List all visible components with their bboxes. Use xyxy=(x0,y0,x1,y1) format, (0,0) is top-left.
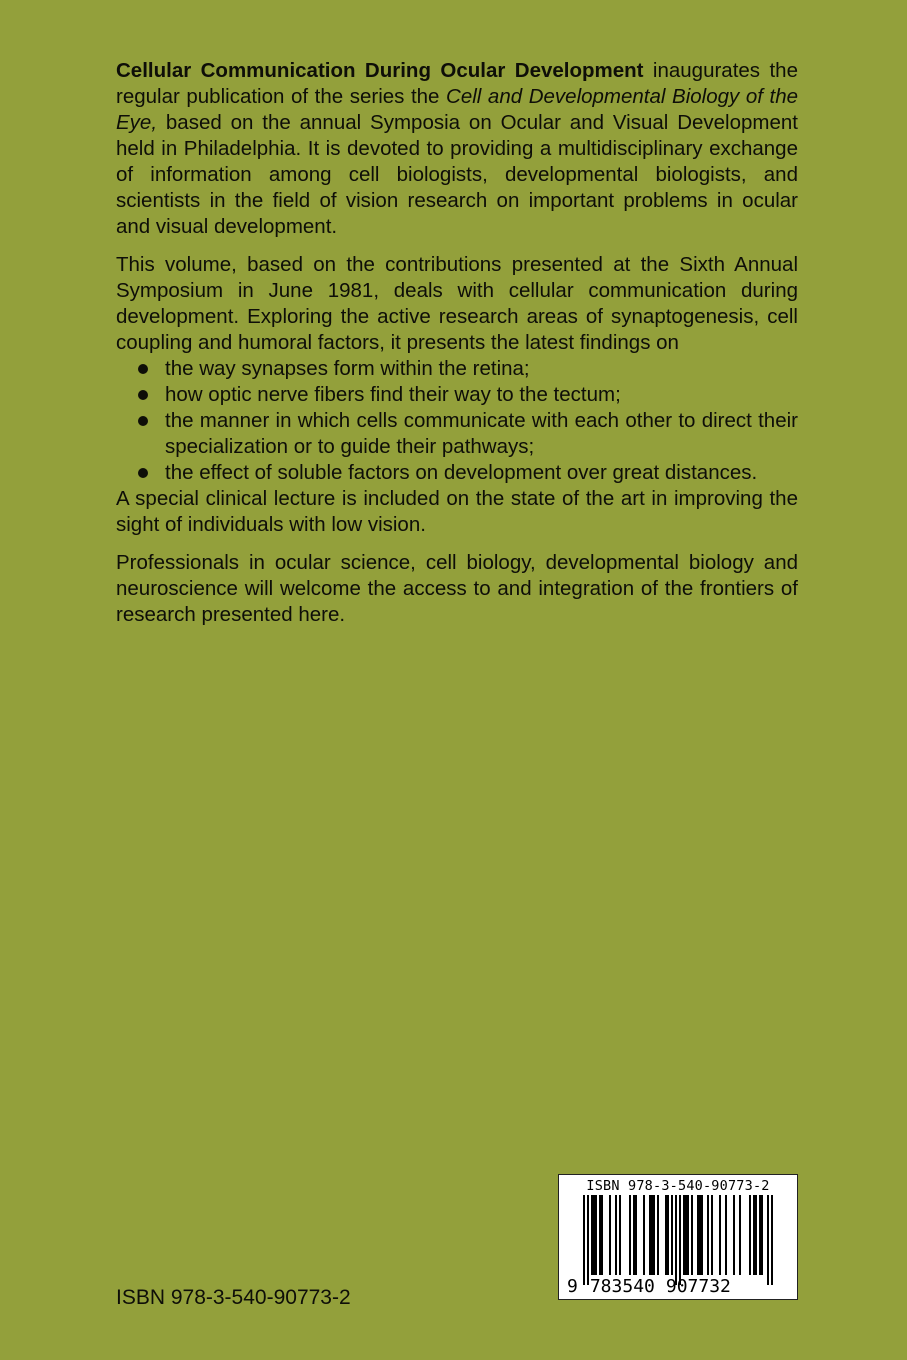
barcode-bar xyxy=(739,1195,741,1275)
back-cover-blurb xyxy=(116,58,798,640)
volume-paragraph: This volume, based on the contributions presented at the Sixth Annual Symposium in June 1981, deals with cellular communication during development. Exploring the active research areas of synaptogenesis, cell coupling and humoral factors, it presents the latest findings on xyxy=(116,253,798,354)
barcode-bar xyxy=(675,1195,677,1285)
barcode-bar xyxy=(643,1195,645,1275)
isbn-label: ISBN 978-3-540-90773-2 xyxy=(116,1286,351,1309)
barcode-bar xyxy=(761,1195,763,1275)
barcode-bar xyxy=(707,1195,709,1275)
series-title: Cell and Developmental Biology of the Eye, xyxy=(116,85,798,134)
barcode-bar xyxy=(629,1195,631,1275)
audience-paragraph: Professionals in ocular science, cell biology, developmental biology and neuroscience will welcome the access to and integration of the frontiers of research presented here. xyxy=(116,551,798,626)
list-item xyxy=(138,356,798,382)
list-item-text: the effect of soluble factors on development over great distances. xyxy=(165,461,758,484)
intro-paragraph xyxy=(116,58,798,240)
list-item-text: how optic nerve fibers find their way to the tectum; xyxy=(165,383,621,406)
barcode-bar xyxy=(755,1195,757,1275)
barcode-bar xyxy=(711,1195,713,1275)
barcode-bar xyxy=(657,1195,659,1275)
barcode-bar xyxy=(771,1195,773,1285)
list-item-text: the manner in which cells communicate with each other to direct their specialization or to guide their pathways; xyxy=(165,409,798,458)
barcode-bar xyxy=(691,1195,693,1275)
list-item xyxy=(138,382,798,408)
barcode-bar xyxy=(595,1195,597,1275)
barcode-bar xyxy=(651,1195,653,1275)
clinical-lecture-paragraph: A special clinical lecture is included on the state of the art in improving the sight of individuals with low vision. xyxy=(116,487,798,536)
barcode-bar xyxy=(753,1195,755,1275)
barcode-bar xyxy=(701,1195,703,1275)
barcode-bar xyxy=(667,1195,669,1275)
barcode-bar xyxy=(767,1195,769,1285)
bullet-icon xyxy=(138,468,148,478)
list-item-text: the way synapses form within the retina; xyxy=(165,357,530,380)
barcode-bar xyxy=(599,1195,601,1275)
barcode-bar xyxy=(583,1195,585,1285)
bullet-icon xyxy=(138,390,148,400)
barcode-bar xyxy=(697,1195,699,1275)
barcode-bar xyxy=(725,1195,727,1275)
barcode-bar xyxy=(593,1195,595,1275)
barcode-digits-group2: 907732 xyxy=(665,1276,731,1297)
barcode-bar xyxy=(591,1195,593,1275)
barcode-bar xyxy=(665,1195,667,1275)
barcode-bar xyxy=(601,1195,603,1275)
bullet-icon xyxy=(138,364,148,374)
list-item xyxy=(138,408,798,460)
barcode-digits xyxy=(567,1276,731,1297)
barcode-bar xyxy=(619,1195,621,1275)
barcode xyxy=(558,1174,798,1300)
barcode-bar xyxy=(759,1195,761,1275)
barcode-bar xyxy=(649,1195,651,1275)
book-title: Cellular Communication During Ocular Development xyxy=(116,59,644,82)
barcode-bar xyxy=(699,1195,701,1275)
barcode-digit-first: 9 xyxy=(567,1276,578,1297)
barcode-bar xyxy=(653,1195,655,1275)
barcode-bar xyxy=(683,1195,685,1275)
list-item xyxy=(138,460,798,486)
intro-text-1: inaugurates the regular publication of the series the xyxy=(116,59,798,108)
intro-text-2: based on the annual Symposia on Ocular and Visual Development held in Philadelphia. It is devoted to providing a multidisciplinary exchange of information among cell biologists, developmental biologists, and scientists in the field of vision research on important problems in ocular and visual development. xyxy=(116,111,798,238)
barcode-isbn-text: ISBN 978-3-540-90773-2 xyxy=(586,1178,770,1194)
barcode-bar xyxy=(685,1195,687,1275)
barcode-digits-group1: 783540 xyxy=(589,1276,655,1297)
barcode-bar xyxy=(671,1195,673,1275)
barcode-bar xyxy=(749,1195,751,1275)
barcode-bar xyxy=(615,1195,617,1275)
barcode-bar xyxy=(587,1195,589,1285)
barcode-bar xyxy=(609,1195,611,1275)
bullet-icon xyxy=(138,416,148,426)
barcode-bar xyxy=(719,1195,721,1275)
barcode-bar xyxy=(633,1195,635,1275)
barcode-bar xyxy=(687,1195,689,1275)
barcode-bar xyxy=(679,1195,681,1285)
findings-list xyxy=(116,356,798,486)
barcode-bar xyxy=(635,1195,637,1275)
barcode-bar xyxy=(733,1195,735,1275)
